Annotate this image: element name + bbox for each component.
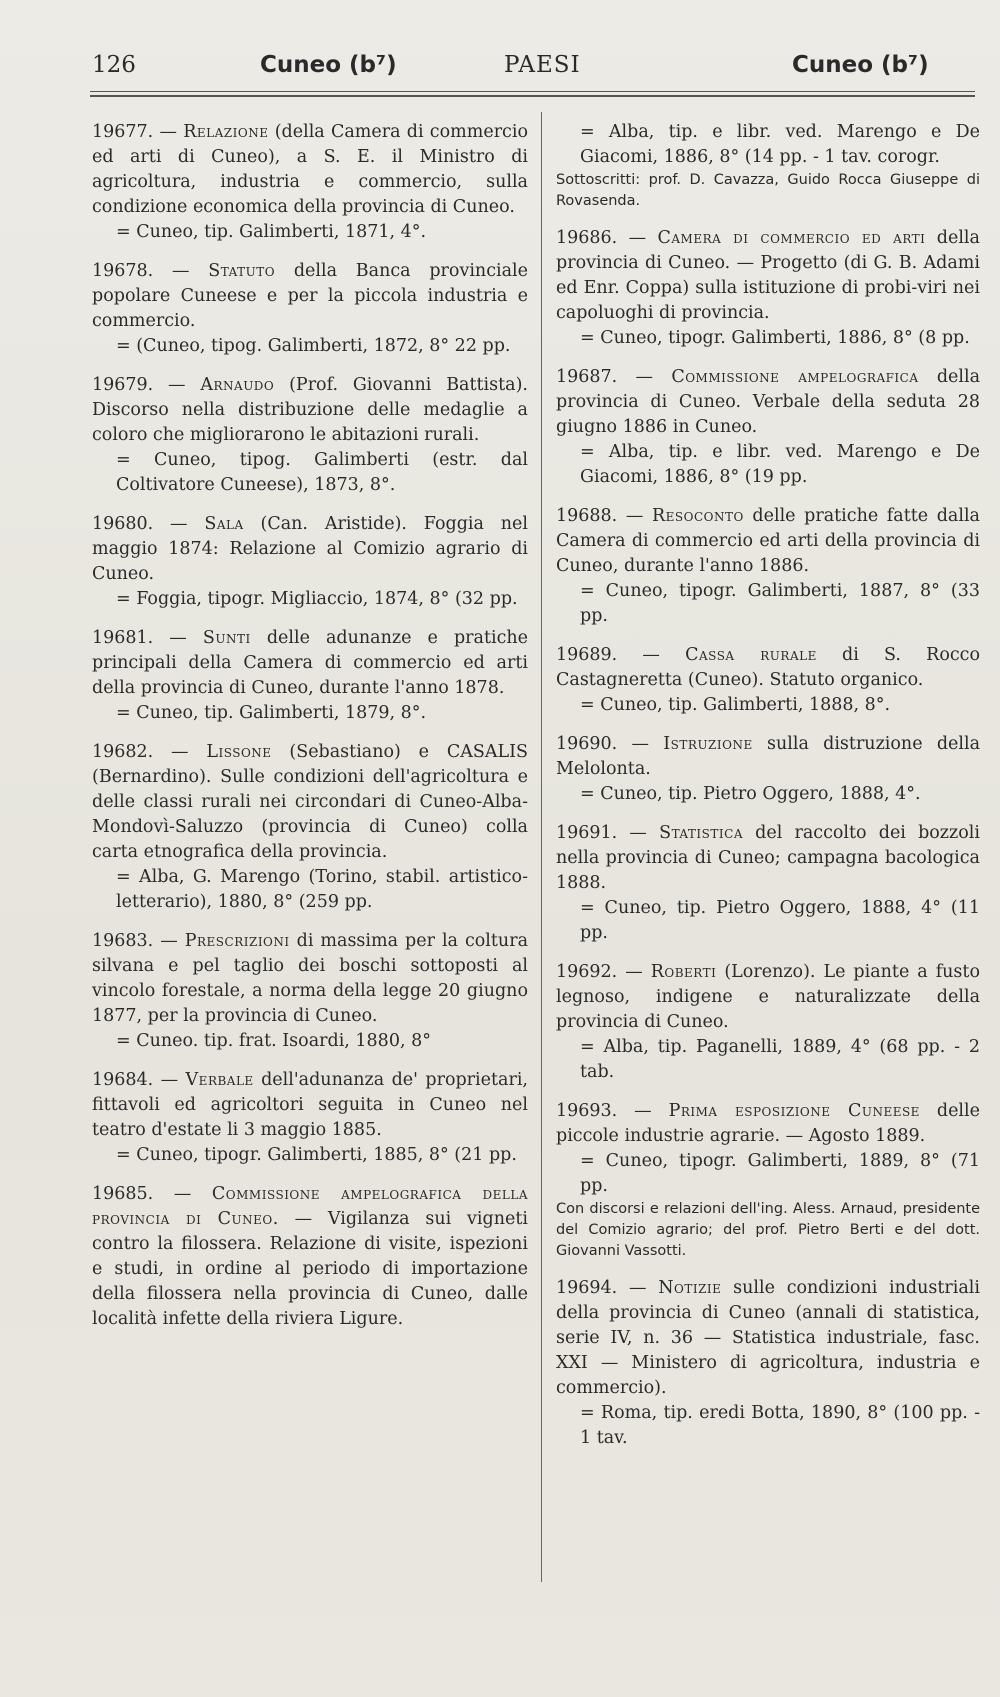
entry-text: (Lorenzo). Le piante a fusto legnoso, indigene e naturalizzate della provincia di Cuneo.: [556, 962, 980, 1032]
entry-text: delle pratiche fatte dalla Camera di commercio ed arti della provincia di Cuneo, durante l'anno 1886.: [556, 506, 980, 576]
entry-body: [556, 1099, 980, 1149]
entry-number: 19684. —: [92, 1070, 179, 1090]
entry-body: [556, 732, 980, 782]
bibliography-entry: [556, 960, 980, 1085]
entry-heading: Relazione: [183, 122, 269, 142]
entry-imprint: = Roma, tip. eredi Botta, 1890, 8° (100 pp. - 1 tav.: [580, 1403, 980, 1448]
entry-text: — Vigilanza sui vigneti contro la filossera. Relazione di visite, ispezioni e studi, in ordine al periodo di importazione della filossera nella provincia di Cuneo, dalle località infette della riviera Ligure.: [92, 1209, 528, 1329]
entry-heading: Roberti: [650, 962, 717, 982]
entry-number: 19692. —: [556, 962, 643, 982]
bibliography-entry: [556, 504, 980, 629]
entry-body: [556, 643, 980, 693]
entry-number: 19687. —: [556, 367, 654, 387]
entry-imprint: = Foggia, tipogr. Migliaccio, 1874, 8° (32 pp.: [116, 589, 518, 609]
entry-number: 19678. —: [92, 261, 190, 281]
entry-text: (della Camera di commercio ed arti di Cuneo), a S. E. il Ministro di agricoltura, industria e commercio, sulla condizione economica della provincia di Cuneo.: [92, 122, 528, 217]
entry-text: dell'adunanza de' proprietari, fittavoli ed agricoltori seguita in Cuneo nel teatro d'estate li 3 maggio 1885.: [92, 1070, 528, 1140]
header-rule: [90, 91, 975, 92]
entry-number: 19689. —: [556, 645, 660, 665]
bibliography-entry: [92, 120, 528, 245]
running-title-right: Cuneo (b⁷): [792, 52, 929, 78]
entry-text: delle piccole industrie agrarie. — Agosto 1889.: [556, 1101, 980, 1146]
entry-imprint: = Cuneo. tip. frat. Isoardi, 1880, 8°: [116, 1031, 431, 1051]
entry-number: 19680. —: [92, 514, 188, 534]
bibliography-entry: [92, 740, 528, 915]
page-number: 126: [92, 52, 136, 78]
entry-body: [92, 512, 528, 587]
entry-heading: Prima esposizione Cuneese: [668, 1101, 920, 1121]
entry-body: [556, 821, 980, 896]
entry-number: 19677. —: [92, 122, 177, 142]
entry-heading: Commissione ampelografica della provincia di Cuneo.: [92, 1184, 528, 1229]
header-rule-thick: [90, 95, 975, 97]
entry-body: [556, 226, 980, 326]
entry-body: [556, 365, 980, 440]
entry-heading: Lissone: [206, 742, 272, 762]
entry-heading: Sala: [204, 514, 244, 534]
bibliography-entry: [92, 1068, 528, 1168]
entry-heading: Verbale: [185, 1070, 254, 1090]
entry-text: sulle condizioni industriali della provincia di Cuneo (annali di statistica, serie IV, n. 36 — Statistica industriale, fasc. XXI — Ministero di agricoltura, industria e commercio).: [556, 1278, 980, 1398]
entry-imprint: = Cuneo, tipog. Galimberti (estr. dal Coltivatore Cuneese), 1873, 8°.: [116, 450, 528, 495]
bibliography-entry: [92, 373, 528, 498]
entry-imprint: = Cuneo, tipogr. Galimberti, 1887, 8° (33 pp.: [580, 581, 980, 626]
entry-heading: Commissione ampelografica: [671, 367, 919, 387]
entry-body: [92, 626, 528, 701]
entry-heading: Istruzione: [663, 734, 753, 754]
entry-heading: Statistica: [659, 823, 743, 843]
bibliography-entry: [92, 626, 528, 726]
entry-heading: Cassa rurale: [685, 645, 817, 665]
entry-heading: Camera di commercio ed arti: [657, 228, 926, 248]
entry-imprint: = Cuneo, tip. Galimberti, 1871, 4°.: [116, 222, 427, 242]
entry-body: [92, 373, 528, 448]
entry-number: 19683. —: [92, 931, 178, 951]
entry-text: delle adunanze e pratiche principali della Camera di commercio ed arti della provincia di Cuneo, durante l'anno 1878.: [92, 628, 529, 698]
entry-note: Con discorsi e relazioni dell'ing. Aless. Arnaud, presidente del Comizio agrario; del prof. Pietro Berti e del dott. Giovanni Vassotti.: [556, 1201, 980, 1259]
entry-note: Sottoscritti: prof. D. Cavazza, Guido Rocca Giuseppe di Rovasenda.: [556, 172, 980, 209]
entry-number: 19679. —: [92, 375, 186, 395]
entry-number: 19681. —: [92, 628, 187, 648]
entry-number: 19682. —: [92, 742, 189, 762]
entry-text: della provincia di Cuneo. — Progetto (di G. B. Adami ed Enr. Coppa) sulla istituzione di probi-viri nei capoluoghi di provincia.: [556, 228, 980, 323]
right-column: [556, 120, 980, 1465]
bibliography-entry: [92, 929, 528, 1054]
bibliography-entry: [556, 1099, 980, 1262]
entry-imprint: = Alba, tip. e libr. ved. Marengo e De Giacomi, 1886, 8° (14 pp. - 1 tav. corogr.: [580, 122, 980, 167]
entry-imprint: = Alba, G. Marengo (Torino, stabil. artistico-letterario), 1880, 8° (259 pp.: [116, 867, 528, 912]
entry-heading: Sunti: [202, 628, 251, 648]
entry-imprint: = Alba, tip. Paganelli, 1889, 4° (68 pp. - 2 tab.: [580, 1037, 980, 1082]
entry-body: [92, 740, 528, 865]
entry-text: (Sebastiano) e CASALIS (Bernardino). Sulle condizioni dell'agricoltura e delle classi rurali nei circondari di Cuneo-Alba-Mondovì-Saluzzo (provincia di Cuneo) colla carta etnografica della provincia.: [92, 742, 528, 862]
entry-text: (Can. Aristide). Foggia nel maggio 1874: Relazione al Comizio agrario di Cuneo.: [92, 514, 528, 584]
entry-text: di S. Rocco Castagneretta (Cuneo). Statuto organico.: [556, 645, 980, 690]
entry-heading: Notizie: [658, 1278, 722, 1298]
entry-body: [92, 259, 528, 334]
entry-number: 19690. —: [556, 734, 649, 754]
entry-imprint: = Cuneo, tipogr. Galimberti, 1885, 8° (21 pp.: [116, 1145, 517, 1165]
bibliography-entry: [556, 226, 980, 351]
column-divider: [541, 112, 542, 1582]
entry-number: 19686. —: [556, 228, 647, 248]
entry-text: (Prof. Giovanni Battista). Discorso nella distribuzione delle medaglie a coloro che migliorarono le abitazioni rurali.: [92, 375, 528, 445]
entry-text: della Banca provinciale popolare Cuneese e per la piccola industria e commercio.: [92, 261, 528, 331]
entry-text: di massima per la coltura silvana e pel taglio dei boschi sottoposti al vincolo forestale, a norma della legge 20 giugno 1877, per la provincia di Cuneo.: [92, 931, 529, 1026]
bibliography-entry: [556, 732, 980, 807]
entry-body: [556, 1276, 980, 1401]
entry-imprint: = Cuneo, tip. Galimberti, 1879, 8°.: [116, 703, 427, 723]
entry-body: [92, 1182, 528, 1332]
entry-text: della provincia di Cuneo. Verbale della seduta 28 giugno 1886 in Cuneo.: [556, 367, 981, 437]
entry-number: 19685. —: [92, 1184, 192, 1204]
entry-imprint: = Cuneo, tipogr. Galimberti, 1889, 8° (71 pp.: [580, 1151, 980, 1196]
entry-imprint: = Cuneo, tip. Pietro Oggero, 1888, 4°.: [580, 784, 921, 804]
bibliography-entry: [92, 1182, 528, 1332]
entry-text: sulla distruzione della Melolonta.: [556, 734, 981, 779]
entry-body: [92, 929, 528, 1029]
entry-heading: Arnaudo: [200, 375, 275, 395]
entry-imprint: = Cuneo, tip. Galimberti, 1888, 8°.: [580, 695, 891, 715]
left-column: [92, 120, 528, 1346]
entry-number: 19688. —: [556, 506, 644, 526]
entry-imprint: = Alba, tip. e libr. ved. Marengo e De Giacomi, 1886, 8° (19 pp.: [580, 442, 980, 487]
bibliography-entry: [92, 512, 528, 612]
bibliography-entry: [556, 643, 980, 718]
entry-number: 19691. —: [556, 823, 647, 843]
entry-imprint: = (Cuneo, tipog. Galimberti, 1872, 8° 22 pp.: [116, 336, 511, 356]
running-title-center: PAESI: [504, 52, 581, 78]
bibliography-entry: [92, 259, 528, 359]
entry-number: 19694. —: [556, 1278, 647, 1298]
page-header: [92, 48, 972, 88]
entry-body: [92, 1068, 528, 1143]
entry-heading: Statuto: [208, 261, 276, 281]
bibliography-entry: [556, 120, 980, 212]
entry-text: del raccolto dei bozzoli nella provincia di Cuneo; campagna bacologica 1888.: [556, 823, 980, 893]
entry-number: 19693. —: [556, 1101, 652, 1121]
running-title-left: Cuneo (b⁷): [260, 52, 397, 78]
entry-imprint: = Cuneo, tip. Pietro Oggero, 1888, 4° (11 pp.: [580, 898, 980, 943]
bibliography-entry: [556, 365, 980, 490]
entry-heading: Resoconto: [651, 506, 744, 526]
entry-body: [556, 960, 980, 1035]
entry-body: [92, 120, 528, 220]
bibliography-entry: [556, 1276, 980, 1451]
bibliography-entry: [556, 821, 980, 946]
entry-heading: Prescrizioni: [184, 931, 290, 951]
entry-imprint: = Cuneo, tipogr. Galimberti, 1886, 8° (8 pp.: [580, 328, 970, 348]
entry-body: [556, 504, 980, 579]
